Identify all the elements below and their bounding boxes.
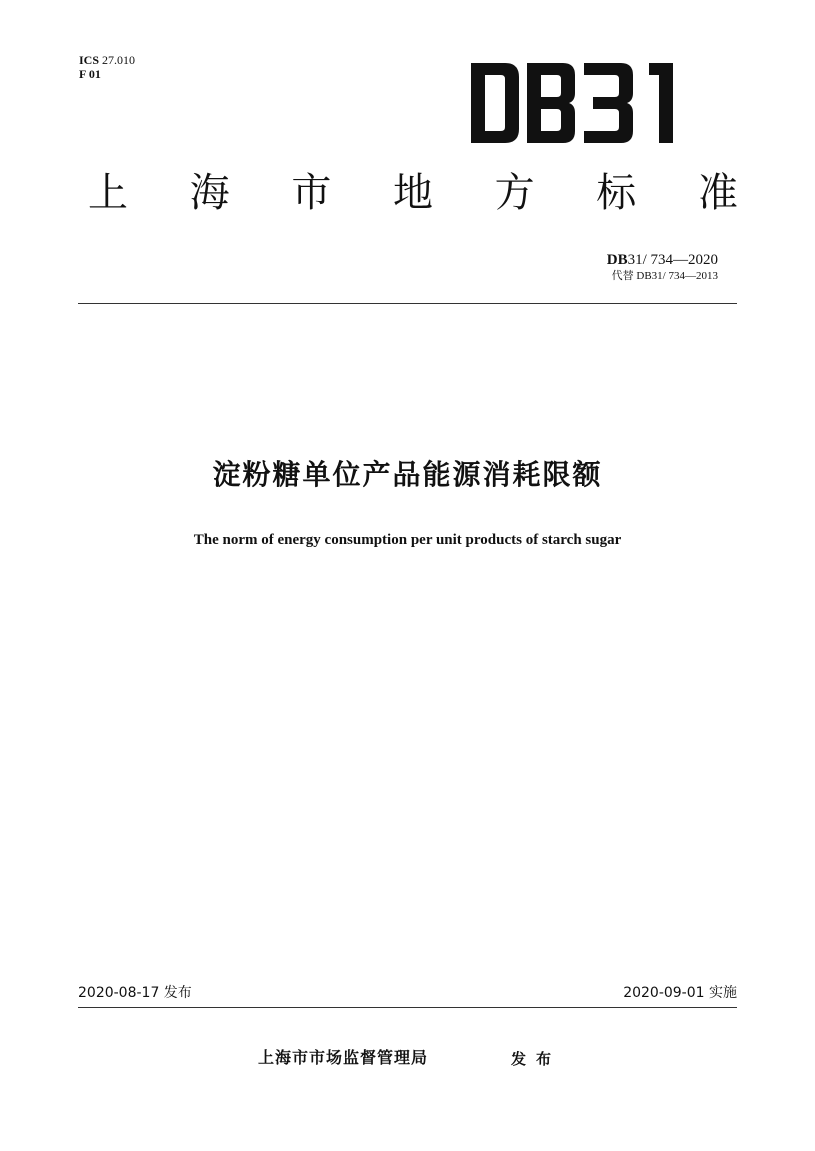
standard-type-char: 海 — [189, 170, 230, 216]
standard-type-char: 准 — [697, 170, 738, 216]
top-divider — [78, 303, 737, 304]
ics-label: ICS — [79, 53, 100, 67]
db31-logo-graphic — [471, 63, 692, 143]
standard-code-block — [607, 252, 718, 283]
issue-date: 2020-08-17 发布 — [78, 985, 192, 1001]
standard-type-char: 市 — [291, 170, 332, 216]
issue-word: 发布 — [511, 1050, 562, 1068]
ics-code: 27.010 — [102, 53, 136, 67]
standard-type-char: 标 — [596, 170, 637, 216]
document-title: 淀粉糖单位产品能源消耗限额 — [212, 458, 603, 491]
ics-line — [79, 53, 135, 67]
standard-type-char: 地 — [392, 170, 433, 216]
standard-code-prefix: DB — [606, 252, 628, 268]
issuing-authority: 上海市市场监督管理局 — [258, 1048, 429, 1067]
db31-logo — [471, 63, 692, 143]
bottom-divider — [78, 1007, 737, 1008]
replaces-code: 代替 DB31/ 734—2013 — [611, 270, 718, 282]
document-subtitle: The norm of energy consumption per unit products of starch sugar — [193, 532, 622, 548]
standard-type-char: 方 — [494, 170, 535, 216]
class-code: F 01 — [79, 67, 101, 81]
implementation-date: 2020-09-01 实施 — [623, 985, 737, 1001]
standard-type-char: 上 — [88, 170, 128, 216]
standard-type-heading — [88, 168, 738, 218]
standard-code — [607, 252, 718, 268]
classification-codes — [79, 53, 135, 81]
standard-code-number: 31/ 734—2020 — [627, 252, 718, 268]
